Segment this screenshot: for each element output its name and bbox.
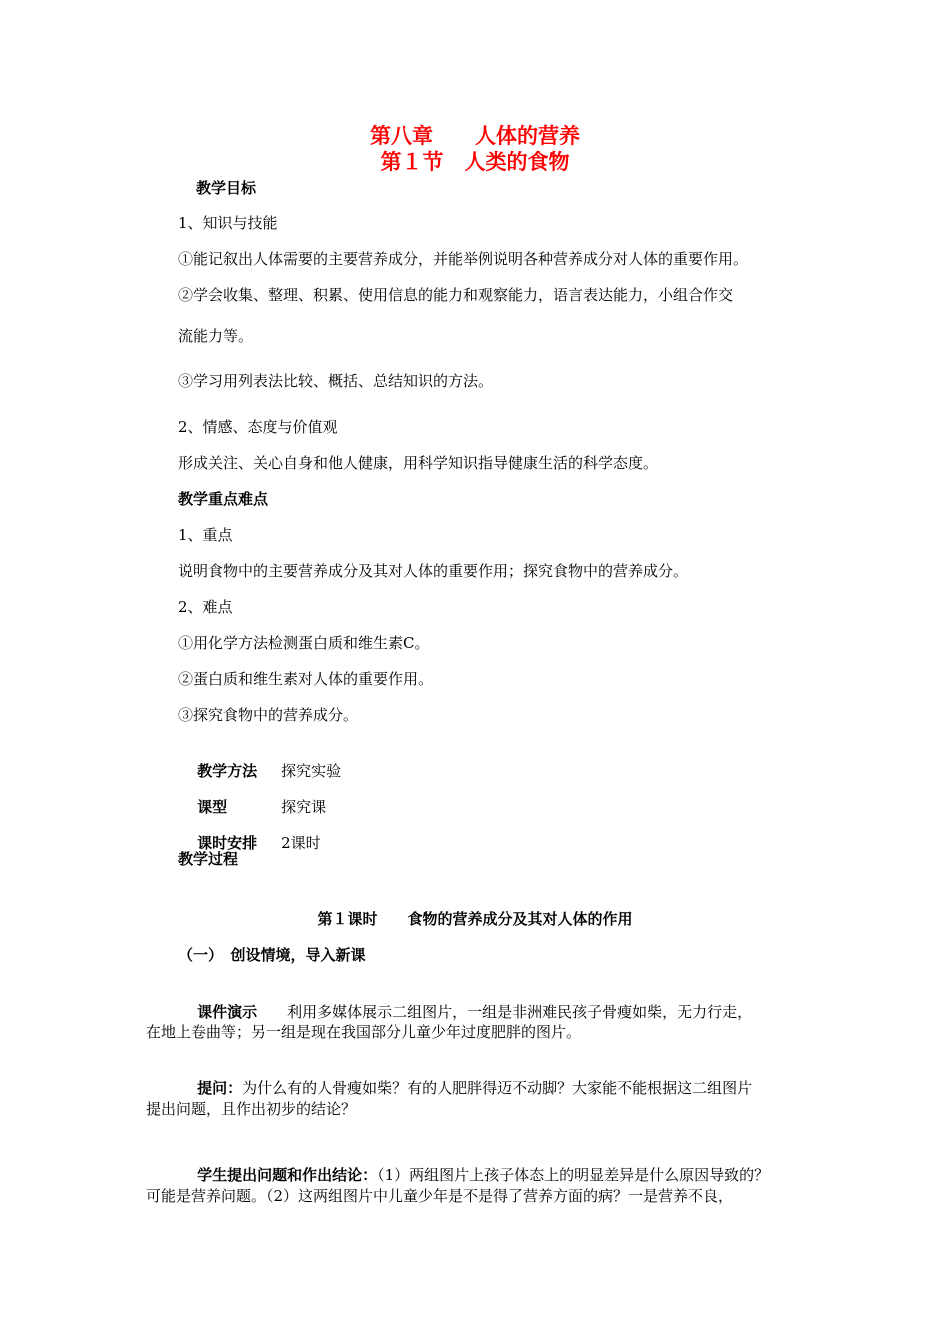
demo-key: 课件演示: [197, 1003, 258, 1021]
difficulty-item1: ①用化学方法检测蛋白质和维生素C。: [178, 634, 430, 652]
method-key: 教学方法: [197, 762, 258, 780]
difficulty-item3: ③探究食物中的营养成分。: [178, 706, 359, 724]
goal1-item1: ①能记叙出人体需要的主要营养成分，并能举例说明各种营养成分对人体的重要作用。: [178, 250, 749, 268]
process-heading: 教学过程: [178, 850, 239, 868]
student-line2: 可能是营养问题。（2）这两组图片中儿童少年是不是得了营养方面的病？一是营养不良，: [146, 1187, 734, 1205]
ask-text-1: 为什么有的人骨瘦如柴？有的人肥胖得迈不动脚？大家能不能根据这二组图片: [242, 1079, 753, 1097]
hours-value: 2课时: [281, 834, 321, 852]
goal1-item3: ③学习用列表法比较、概括、总结知识的方法。: [178, 372, 494, 390]
difficulty-item2: ②蛋白质和维生素对人体的重要作用。: [178, 670, 434, 688]
demo-text-1: 利用多媒体展示二组图片，一组是非洲难民孩子骨瘦如柴，无力行走，: [257, 1003, 753, 1021]
lesson1-heading: 第１课时 食物的营养成分及其对人体的作用: [317, 910, 633, 928]
keypoints-heading: 教学重点难点: [178, 490, 269, 508]
goals-heading: 教学目标: [196, 179, 257, 197]
goal1-item2-line1: ②学会收集、整理、积累、使用信息的能力和观察能力，语言表达能力，小组合作交: [178, 286, 734, 304]
type-value: 探究课: [281, 798, 327, 816]
goal2-text: 形成关注、关心自身和他人健康，用科学知识指导健康生活的科学态度。: [178, 454, 659, 472]
section-title: 第１节 人类的食物: [380, 150, 570, 174]
key-heading: 1、重点: [178, 526, 233, 544]
method-value: 探究实验: [281, 762, 342, 780]
goal1-heading: 1、知识与技能: [178, 214, 278, 232]
goal1-item2-line2: 流能力等。: [178, 327, 254, 345]
chapter-title: 第八章 人体的营养: [370, 124, 580, 148]
difficulty-heading: 2、难点: [178, 598, 233, 616]
goal2-heading: 2、情感、态度与价值观: [178, 418, 338, 436]
demo-line2: 在地上卷曲等；另一组是现在我国部分儿童少年过度肥胖的图片。: [146, 1023, 582, 1041]
type-key: 课型: [197, 798, 228, 816]
part1-heading: （一） 创设情境，导入新课: [178, 946, 366, 964]
ask-key: 提问：: [197, 1079, 243, 1097]
key-text: 说明食物中的主要营养成分及其对人体的重要作用；探究食物中的营养成分。: [178, 562, 689, 580]
hours-key: 课时安排: [197, 834, 258, 852]
ask-line2: 提出问题，且作出初步的结论？: [146, 1100, 357, 1118]
student-key: 学生提出问题和作出结论：: [197, 1166, 378, 1184]
student-text-1: （1）两组图片上孩子体态上的明显差异是什么原因导致的？: [377, 1166, 770, 1184]
